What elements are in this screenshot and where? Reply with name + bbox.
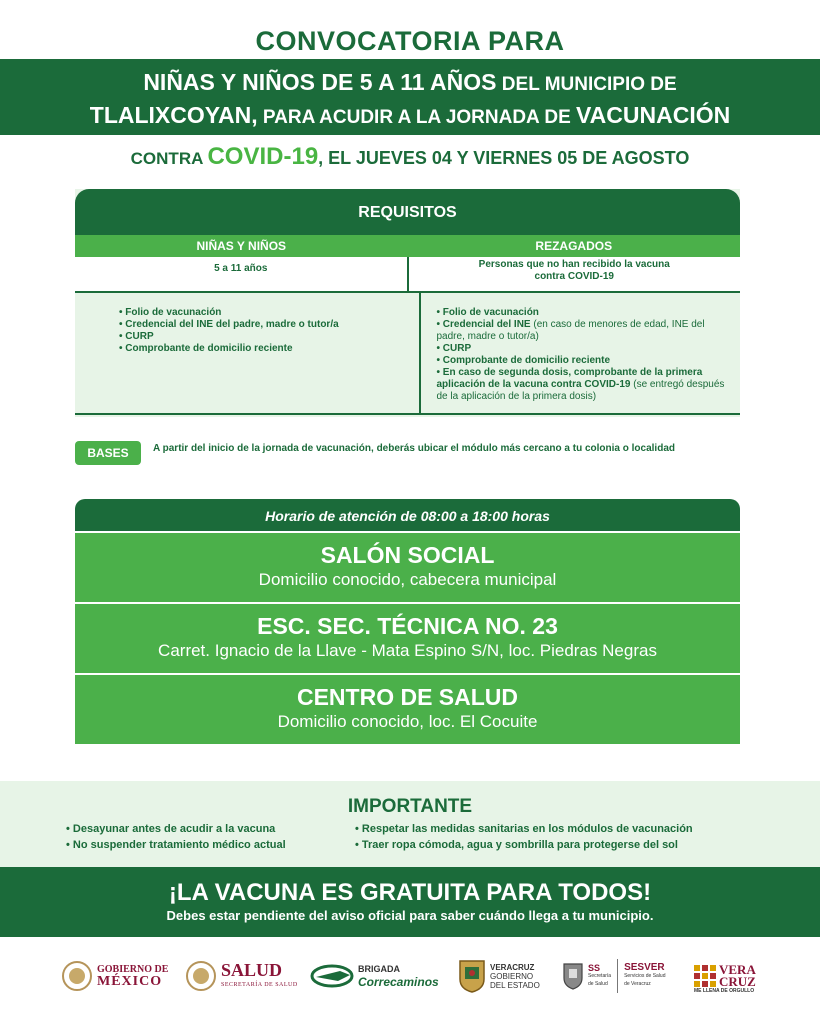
eagle-seal-icon xyxy=(186,961,216,991)
free-vaccine-subtitle: Debes estar pendiente del aviso oficial para saber cuándo llega a tu municipio. xyxy=(166,908,654,923)
list-item-note: (se entregó después de la aplicación de la primera dosis) xyxy=(436,379,725,402)
vera-cruz-text xyxy=(719,964,756,988)
site-salon-social xyxy=(75,533,740,602)
site-centro-de-salud xyxy=(75,675,740,744)
site-address: Carret. Ignacio de la Llave - Mata Espino S/N, loc. Piedras Negras xyxy=(158,641,657,660)
important-title: IMPORTANTE xyxy=(347,796,473,817)
list-item: • En caso de segunda dosis, comprobante de la primera aplicación de la vacuna contra COVID-19 xyxy=(436,367,703,390)
ss-shield-icon xyxy=(562,962,584,990)
hero-age-text: NIÑAS Y NIÑOS DE 5 A 11 AÑOS xyxy=(143,69,497,95)
logo-strip xyxy=(0,952,820,1002)
logo-brigada-correcaminos xyxy=(310,952,439,1000)
list-item: • Folio de vacunación xyxy=(119,307,222,318)
requirements-list-row xyxy=(75,293,740,415)
veracruz-gob-line-1: VERACRUZ xyxy=(490,962,535,972)
sesver-text xyxy=(624,964,665,988)
list-item: • No suspender tratamiento médico actual xyxy=(66,839,286,851)
free-vaccine-title: ¡LA VACUNA ES GRATUITA PARA TODOS! xyxy=(168,879,652,906)
vera-top: VERA xyxy=(719,962,756,977)
veracruz-gob-line-3: DEL ESTADO xyxy=(490,980,540,990)
vera-tagline: ME LLENA DE ORGULLO xyxy=(694,988,755,994)
subtitle-dates: , EL JUEVES 04 Y VIERNES 05 DE AGOSTO xyxy=(318,148,690,168)
list-item: • Folio de vacunación xyxy=(436,307,539,318)
list-item: • Credencial del INE del padre, madre o tutor/a xyxy=(119,319,339,330)
veracruz-gob-line-2: GOBIERNO xyxy=(490,971,534,981)
important-section xyxy=(0,781,820,867)
roadrunner-icon xyxy=(310,961,354,991)
ss-sub-1: Secretaría xyxy=(588,973,612,979)
list-item: • Comprobante de domicilio reciente xyxy=(119,343,293,354)
site-address: Domicilio conocido, loc. El Cocuite xyxy=(277,712,538,731)
sesver-title: SESVER xyxy=(624,962,665,973)
ninos-requirements-list xyxy=(75,293,419,413)
ss-text xyxy=(588,964,611,988)
requirements-table xyxy=(75,189,740,417)
gob-mexico-text xyxy=(97,964,168,988)
site-name: SALÓN SOCIAL xyxy=(320,542,495,568)
column-header-rezagados: REZAGADOS xyxy=(535,239,613,253)
date-subtitle xyxy=(0,143,820,171)
list-item: • CURP xyxy=(119,331,154,342)
hero-band xyxy=(0,59,820,135)
bases-text: A partir del inicio de la jornada de vacunación, deberás ubicar el módulo más cercano a tu colonia o localidad xyxy=(153,443,675,454)
list-item: • Desayunar antes de acudir a la vacuna xyxy=(66,823,276,835)
ninos-age-range: 5 a 11 años xyxy=(214,263,268,274)
sesver-sub-2: de Veracruz xyxy=(624,981,651,987)
column-header-ninos: NIÑAS Y NIÑOS xyxy=(196,239,287,253)
eagle-seal-icon xyxy=(62,961,92,991)
requirements-title: REQUISITOS xyxy=(75,189,740,235)
hero-municipality-name: TLALIXCOYAN, xyxy=(89,102,258,128)
salud-subtitle: SECRETARÍA DE SALUD xyxy=(221,982,298,988)
brigada-text xyxy=(358,963,439,989)
list-item-note: (en caso de menores de edad, INE del padre, madre o tutor/a) xyxy=(436,319,705,342)
rezagados-desc-line-1: Personas que no han recibido la vacuna xyxy=(478,259,670,270)
brigada-top: BRIGADA xyxy=(358,964,400,974)
site-name: ESC. SEC. TÉCNICA NO. 23 xyxy=(257,613,558,639)
hero-line-2 xyxy=(0,100,820,133)
ss-title: SS xyxy=(588,963,601,973)
covid-label: COVID-19 xyxy=(207,143,319,170)
header-title: CONVOCATORIA PARA xyxy=(255,26,565,56)
gob-mexico-top: GOBIERNO DE xyxy=(97,964,169,975)
rezagados-desc-line-2: contra COVID-19 xyxy=(534,271,614,282)
logo-veracruz-gobierno xyxy=(458,952,540,1000)
sesver-sub-1: Servicios de Salud xyxy=(624,973,666,979)
list-item: • Credencial del INE xyxy=(436,319,531,330)
logo-ss-sesver xyxy=(562,952,666,1000)
salud-title: SALUD xyxy=(221,960,283,980)
site-esc-sec-tecnica xyxy=(75,604,740,673)
schedule-section xyxy=(75,499,740,744)
list-item: • CURP xyxy=(436,343,472,354)
salud-text xyxy=(221,961,298,991)
hero-vacunacion-text: VACUNACIÓN xyxy=(576,102,731,128)
ss-sub-2: de Salud xyxy=(588,981,608,987)
site-name: CENTRO DE SALUD xyxy=(296,684,519,710)
requirements-column-headers xyxy=(75,235,740,257)
list-item: • Comprobante de domicilio reciente xyxy=(436,355,611,366)
brigada-bottom: Correcaminos xyxy=(358,975,439,989)
gob-mexico-bottom: MÉXICO xyxy=(97,974,163,989)
logo-divider xyxy=(617,959,618,993)
important-list-right xyxy=(355,821,693,853)
list-item: • Traer ropa cómoda, agua y sombrilla para protegerse del sol xyxy=(355,839,678,851)
subtitle-prefix: CONTRA xyxy=(130,149,208,168)
free-vaccine-banner xyxy=(0,867,820,937)
requirements-subheader-row xyxy=(75,257,740,293)
state-shield-icon xyxy=(458,959,486,993)
bases-badge: BASES xyxy=(75,441,141,465)
rezagados-requirements-list xyxy=(419,293,741,413)
logo-gobierno-mexico xyxy=(62,952,168,1000)
schedule-hours: Horario de atención de 08:00 a 18:00 horas xyxy=(75,499,740,531)
site-address: Domicilio conocido, cabecera municipal xyxy=(258,570,557,589)
hero-line-1 xyxy=(0,67,820,100)
veracruz-gobierno-text xyxy=(490,963,540,990)
vera-cruz-pattern-icon xyxy=(694,965,716,987)
logo-salud xyxy=(186,952,298,1000)
hero-municipality-label: DEL MUNICIPIO DE xyxy=(496,74,677,95)
list-item: • Respetar las medidas sanitarias en los módulos de vacunación xyxy=(355,823,693,835)
rezagados-description xyxy=(407,257,741,291)
hero-jornada-text: PARA ACUDIR A LA JORNADA DE xyxy=(257,107,577,128)
important-list-left xyxy=(66,821,286,853)
vera-bottom: CRUZ xyxy=(719,974,756,989)
